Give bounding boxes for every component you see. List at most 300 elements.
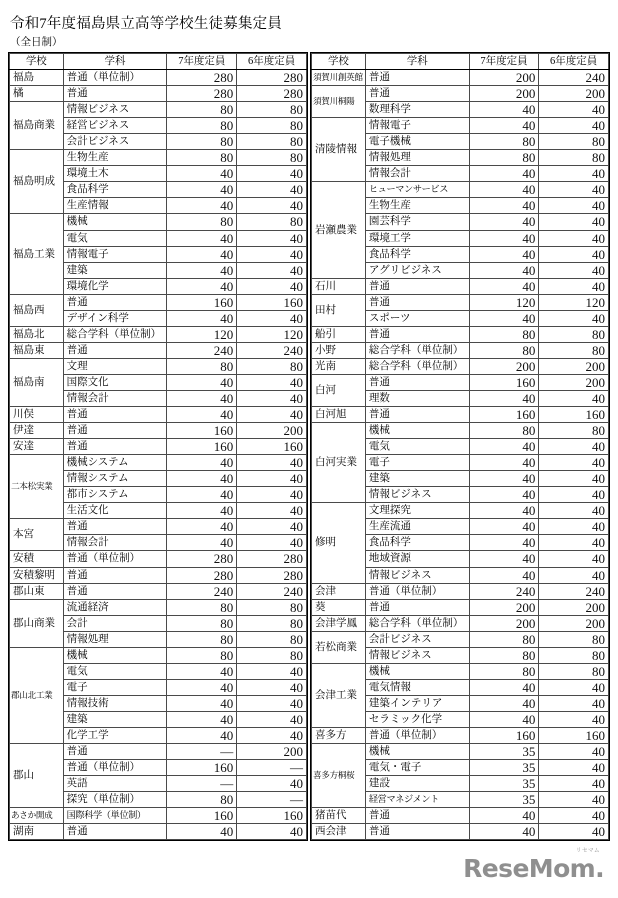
course-name-cell: 情報処理 xyxy=(63,631,167,647)
year6-quota-cell: 80 xyxy=(237,134,307,150)
year7-quota-cell: 40 xyxy=(167,182,237,198)
course-name-cell: 普通 xyxy=(63,407,167,423)
course-name-cell: 情報会計 xyxy=(63,390,167,406)
course-name-cell: 情報会計 xyxy=(365,166,469,182)
year6-quota-cell: 200 xyxy=(539,358,609,374)
year7-quota-cell: 40 xyxy=(469,214,539,230)
year7-quota-cell: 40 xyxy=(167,727,237,743)
year7-quota-cell: 200 xyxy=(469,615,539,631)
table-row xyxy=(10,326,307,342)
year7-quota-cell: 40 xyxy=(469,455,539,471)
year7-quota-cell: 280 xyxy=(167,70,237,86)
year7-quota-cell: 80 xyxy=(167,647,237,663)
year7-quota-cell: 80 xyxy=(469,631,539,647)
year6-quota-cell: 40 xyxy=(539,711,609,727)
course-name-cell: 普通 xyxy=(365,86,469,102)
course-name-cell: 普通 xyxy=(365,808,469,824)
year7-quota-cell: 80 xyxy=(167,599,237,615)
year6-quota-cell: 40 xyxy=(539,214,609,230)
year7-quota-cell: 40 xyxy=(167,455,237,471)
school-name-cell: 喜多方 xyxy=(312,727,366,743)
year7-quota-cell: 240 xyxy=(167,342,237,358)
year7-quota-cell: 240 xyxy=(167,583,237,599)
table-row xyxy=(312,118,609,134)
year6-quota-cell: 80 xyxy=(237,631,307,647)
year6-quota-cell: 40 xyxy=(539,551,609,567)
year6-quota-cell: 120 xyxy=(539,294,609,310)
course-name-cell: ヒューマンサービス xyxy=(365,182,469,198)
year7-quota-cell: 40 xyxy=(469,439,539,455)
year7-quota-cell: 80 xyxy=(167,118,237,134)
year6-quota-cell: 40 xyxy=(237,230,307,246)
year6-quota-cell: 80 xyxy=(237,102,307,118)
school-name-cell: 本宮 xyxy=(10,519,64,551)
year6-quota-cell: 40 xyxy=(237,535,307,551)
course-name-cell: 普通 xyxy=(63,294,167,310)
table-row xyxy=(10,599,307,615)
course-name-cell: 情報技術 xyxy=(63,695,167,711)
year7-quota-cell: 80 xyxy=(469,647,539,663)
course-name-cell: 普通 xyxy=(365,599,469,615)
year6-quota-cell: 40 xyxy=(539,455,609,471)
year6-quota-cell: 240 xyxy=(237,342,307,358)
table-row xyxy=(312,407,609,423)
year7-quota-cell: 40 xyxy=(167,824,237,840)
year7-quota-cell: 40 xyxy=(469,503,539,519)
year7-quota-cell: 35 xyxy=(469,792,539,808)
year7-quota-cell: 40 xyxy=(167,166,237,182)
year6-quota-cell: 280 xyxy=(237,70,307,86)
table-row xyxy=(312,663,609,679)
course-name-cell: 普通 xyxy=(63,342,167,358)
year7-quota-cell: 80 xyxy=(469,134,539,150)
year6-quota-cell: 40 xyxy=(237,310,307,326)
course-name-cell: 普通 xyxy=(365,407,469,423)
school-name-cell: 白河旭 xyxy=(312,407,366,423)
table-row xyxy=(10,519,307,535)
course-name-cell: 機械システム xyxy=(63,455,167,471)
course-name-cell: 国際文化 xyxy=(63,374,167,390)
school-name-cell: 郡山商業 xyxy=(10,599,64,647)
year7-quota-cell: 40 xyxy=(469,262,539,278)
year7-quota-cell: 40 xyxy=(469,824,539,840)
year6-quota-cell: 80 xyxy=(237,647,307,663)
course-name-cell: 環境化学 xyxy=(63,278,167,294)
course-name-cell: 環境土木 xyxy=(63,166,167,182)
year7-quota-cell: 200 xyxy=(469,86,539,102)
year6-quota-cell: 40 xyxy=(237,503,307,519)
school-name-cell: 須賀川創英館 xyxy=(312,70,366,86)
table-row xyxy=(10,583,307,599)
course-name-cell: 建築インテリア xyxy=(365,695,469,711)
year6-quota-cell: 80 xyxy=(539,423,609,439)
course-name-cell: 総合学科（単位制） xyxy=(63,326,167,342)
table-row xyxy=(312,824,609,840)
year6-quota-cell: 40 xyxy=(539,102,609,118)
school-name-cell: 福島商業 xyxy=(10,102,64,150)
school-name-cell: 若松商業 xyxy=(312,631,366,663)
year7-quota-cell: 40 xyxy=(469,390,539,406)
year7-quota-cell: 40 xyxy=(469,519,539,535)
table-row xyxy=(312,727,609,743)
table-row xyxy=(10,647,307,663)
school-name-cell: あさか開成 xyxy=(10,808,64,824)
year7-quota-cell: 40 xyxy=(167,471,237,487)
course-name-cell: 機械 xyxy=(365,663,469,679)
year7-quota-cell: 80 xyxy=(167,214,237,230)
year6-quota-cell: 40 xyxy=(237,246,307,262)
left-table-wrapper xyxy=(8,52,308,841)
year7-quota-cell: 80 xyxy=(167,134,237,150)
year7-quota-cell: 40 xyxy=(167,198,237,214)
course-name-cell: 会計ビジネス xyxy=(63,134,167,150)
year7-quota-cell: 280 xyxy=(167,551,237,567)
course-name-cell: 英語 xyxy=(63,776,167,792)
year7-quota-cell: 40 xyxy=(167,230,237,246)
year7-quota-cell: 35 xyxy=(469,776,539,792)
table-row xyxy=(10,744,307,760)
course-name-cell: 生物生産 xyxy=(63,150,167,166)
year7-quota-cell: 40 xyxy=(469,808,539,824)
year6-quota-cell: 80 xyxy=(539,150,609,166)
table-row xyxy=(312,744,609,760)
table-row xyxy=(312,423,609,439)
table-row xyxy=(312,182,609,198)
school-name-cell: 船引 xyxy=(312,326,366,342)
course-name-cell: 電子機械 xyxy=(365,134,469,150)
table-row xyxy=(10,294,307,310)
year6-quota-cell: 160 xyxy=(539,727,609,743)
year7-quota-cell: 160 xyxy=(469,374,539,390)
table-row xyxy=(312,294,609,310)
year7-quota-cell: 160 xyxy=(167,760,237,776)
course-name-cell: 国際科学（単位制） xyxy=(63,808,167,824)
year6-quota-cell: 40 xyxy=(539,679,609,695)
year6-quota-cell: 80 xyxy=(237,615,307,631)
year7-quota-cell: 40 xyxy=(469,567,539,583)
year7-quota-cell: 160 xyxy=(167,294,237,310)
school-name-cell: 伊達 xyxy=(10,423,64,439)
school-name-cell: 福島南 xyxy=(10,358,64,406)
course-name-cell: 生物生産 xyxy=(365,198,469,214)
course-name-cell: 普通 xyxy=(365,374,469,390)
year7-quota-cell: 40 xyxy=(469,278,539,294)
course-name-cell: 普通 xyxy=(63,519,167,535)
year7-quota-cell: 40 xyxy=(469,230,539,246)
course-name-cell: 機械 xyxy=(63,647,167,663)
year6-quota-cell: 40 xyxy=(237,407,307,423)
school-name-cell: 福島西 xyxy=(10,294,64,326)
school-name-cell: 安達 xyxy=(10,439,64,455)
year6-quota-cell: 40 xyxy=(539,535,609,551)
year6-quota-cell: 160 xyxy=(237,808,307,824)
course-name-cell: 普通 xyxy=(365,824,469,840)
column-header-course: 学科 xyxy=(63,54,167,70)
course-name-cell: 建設 xyxy=(365,776,469,792)
year6-quota-cell: 40 xyxy=(539,166,609,182)
table-row xyxy=(10,407,307,423)
column-header-year7: 7年度定員 xyxy=(469,54,539,70)
course-name-cell: 電子 xyxy=(63,679,167,695)
course-name-cell: 化学工学 xyxy=(63,727,167,743)
year7-quota-cell: — xyxy=(167,776,237,792)
year6-quota-cell: 80 xyxy=(237,150,307,166)
table-row xyxy=(10,551,307,567)
school-name-cell: 福島北 xyxy=(10,326,64,342)
year7-quota-cell: 40 xyxy=(167,374,237,390)
school-name-cell: 岩瀬農業 xyxy=(312,182,366,278)
year7-quota-cell: 80 xyxy=(167,631,237,647)
year6-quota-cell: 40 xyxy=(237,663,307,679)
year7-quota-cell: 80 xyxy=(469,342,539,358)
school-name-cell: 須賀川桐陽 xyxy=(312,86,366,118)
school-name-cell: 安積黎明 xyxy=(10,567,64,583)
year6-quota-cell: 40 xyxy=(539,198,609,214)
year6-quota-cell: 40 xyxy=(539,808,609,824)
year7-quota-cell: 40 xyxy=(469,551,539,567)
course-name-cell: 地域資源 xyxy=(365,551,469,567)
year6-quota-cell: 40 xyxy=(237,390,307,406)
table-row xyxy=(10,824,307,840)
course-name-cell: 普通（単位制） xyxy=(63,70,167,86)
school-name-cell: 清陵情報 xyxy=(312,118,366,182)
year7-quota-cell: 40 xyxy=(469,487,539,503)
course-name-cell: 普通 xyxy=(63,439,167,455)
year7-quota-cell: 40 xyxy=(167,390,237,406)
year6-quota-cell: 160 xyxy=(237,439,307,455)
course-name-cell: 建築 xyxy=(63,262,167,278)
year6-quota-cell: 160 xyxy=(237,294,307,310)
year6-quota-cell: 80 xyxy=(539,663,609,679)
page-title: 令和7年度福島県立高等学校生徒募集定員 xyxy=(10,16,283,32)
course-name-cell: 理数 xyxy=(365,390,469,406)
year6-quota-cell: 80 xyxy=(539,326,609,342)
year6-quota-cell: 200 xyxy=(539,374,609,390)
school-name-cell: 湖南 xyxy=(10,824,64,840)
year6-quota-cell: 40 xyxy=(539,182,609,198)
table-row xyxy=(312,615,609,631)
year7-quota-cell: 40 xyxy=(167,503,237,519)
course-name-cell: 文理 xyxy=(63,358,167,374)
course-name-cell: 経営マネジメント xyxy=(365,792,469,808)
course-name-cell: 電気 xyxy=(365,439,469,455)
year6-quota-cell: 40 xyxy=(539,760,609,776)
year7-quota-cell: 35 xyxy=(469,744,539,760)
year6-quota-cell: 80 xyxy=(539,631,609,647)
school-name-cell: 白河実業 xyxy=(312,423,366,503)
header-row xyxy=(10,54,307,70)
course-name-cell: 都市システム xyxy=(63,487,167,503)
year6-quota-cell: 80 xyxy=(237,118,307,134)
year7-quota-cell: 80 xyxy=(167,615,237,631)
course-name-cell: 普通 xyxy=(63,744,167,760)
course-name-cell: 情報システム xyxy=(63,471,167,487)
year7-quota-cell: 40 xyxy=(469,695,539,711)
school-name-cell: 喜多方桐桜 xyxy=(312,744,366,808)
course-name-cell: 普通（単位制） xyxy=(365,727,469,743)
year7-quota-cell: 40 xyxy=(469,246,539,262)
year7-quota-cell: 80 xyxy=(167,150,237,166)
table-row xyxy=(312,70,609,86)
year6-quota-cell: 80 xyxy=(539,134,609,150)
year6-quota-cell: 40 xyxy=(237,471,307,487)
year6-quota-cell: 40 xyxy=(539,519,609,535)
table-row xyxy=(312,583,609,599)
year7-quota-cell: 160 xyxy=(167,423,237,439)
school-name-cell: 会津工業 xyxy=(312,663,366,727)
year6-quota-cell: 40 xyxy=(539,744,609,760)
table-row xyxy=(312,374,609,390)
year6-quota-cell: 40 xyxy=(237,374,307,390)
year7-quota-cell: — xyxy=(167,744,237,760)
course-name-cell: 経営ビジネス xyxy=(63,118,167,134)
year7-quota-cell: 80 xyxy=(167,792,237,808)
year6-quota-cell: 200 xyxy=(539,86,609,102)
year6-quota-cell: 40 xyxy=(539,390,609,406)
course-name-cell: 普通 xyxy=(63,583,167,599)
year6-quota-cell: — xyxy=(237,792,307,808)
year6-quota-cell: 40 xyxy=(539,792,609,808)
course-name-cell: 情報ビジネス xyxy=(365,567,469,583)
resemom-logo xyxy=(463,848,604,883)
year6-quota-cell: 40 xyxy=(539,567,609,583)
year7-quota-cell: 40 xyxy=(469,118,539,134)
column-header-year6: 6年度定員 xyxy=(237,54,307,70)
year6-quota-cell: 40 xyxy=(539,439,609,455)
right-table-wrapper xyxy=(310,52,610,841)
year7-quota-cell: 80 xyxy=(469,150,539,166)
school-name-cell: 会津 xyxy=(312,583,366,599)
year7-quota-cell: 40 xyxy=(469,711,539,727)
table-row xyxy=(10,808,307,824)
year6-quota-cell: 240 xyxy=(237,583,307,599)
year6-quota-cell: 200 xyxy=(539,599,609,615)
school-name-cell: 葵 xyxy=(312,599,366,615)
year6-quota-cell: 40 xyxy=(539,776,609,792)
year7-quota-cell: 80 xyxy=(469,663,539,679)
year7-quota-cell: 80 xyxy=(469,326,539,342)
year7-quota-cell: 160 xyxy=(469,727,539,743)
year7-quota-cell: 160 xyxy=(167,808,237,824)
year6-quota-cell: 40 xyxy=(237,776,307,792)
table-row xyxy=(312,503,609,519)
right-table-header xyxy=(312,54,609,70)
year7-quota-cell: 80 xyxy=(167,102,237,118)
year7-quota-cell: 120 xyxy=(167,326,237,342)
course-name-cell: 会計ビジネス xyxy=(365,631,469,647)
course-name-cell: 普通 xyxy=(365,70,469,86)
year7-quota-cell: 40 xyxy=(167,663,237,679)
course-name-cell: 電気情報 xyxy=(365,679,469,695)
course-name-cell: 食品科学 xyxy=(365,535,469,551)
year6-quota-cell: 40 xyxy=(539,262,609,278)
year7-quota-cell: 120 xyxy=(469,294,539,310)
year7-quota-cell: 80 xyxy=(469,423,539,439)
year7-quota-cell: 240 xyxy=(469,583,539,599)
year7-quota-cell: 40 xyxy=(469,471,539,487)
year6-quota-cell: 40 xyxy=(237,519,307,535)
school-name-cell: 修明 xyxy=(312,503,366,583)
course-name-cell: 総合学科（単位制） xyxy=(365,358,469,374)
table-row xyxy=(312,278,609,294)
logo-text: ReseMom. xyxy=(463,854,604,883)
school-name-cell: 福島東 xyxy=(10,342,64,358)
column-header-year7: 7年度定員 xyxy=(167,54,237,70)
left-table-header xyxy=(10,54,307,70)
course-name-cell: スポーツ xyxy=(365,310,469,326)
year6-quota-cell: 40 xyxy=(237,278,307,294)
right-table-body xyxy=(312,70,609,840)
table-row xyxy=(10,455,307,471)
course-name-cell: 情報ビジネス xyxy=(365,647,469,663)
table-row xyxy=(10,150,307,166)
year6-quota-cell: 200 xyxy=(237,744,307,760)
table-row xyxy=(10,439,307,455)
course-name-cell: 普通 xyxy=(365,278,469,294)
year7-quota-cell: 40 xyxy=(469,535,539,551)
course-name-cell: 普通 xyxy=(63,86,167,102)
year6-quota-cell: 240 xyxy=(539,70,609,86)
year7-quota-cell: 40 xyxy=(167,695,237,711)
year7-quota-cell: 200 xyxy=(469,358,539,374)
course-name-cell: 電気・電子 xyxy=(365,760,469,776)
year7-quota-cell: 40 xyxy=(167,278,237,294)
course-name-cell: デザイン科学 xyxy=(63,310,167,326)
year6-quota-cell: 80 xyxy=(237,358,307,374)
year7-quota-cell: 40 xyxy=(469,310,539,326)
logo-wordmark xyxy=(463,848,604,883)
year7-quota-cell: 40 xyxy=(167,535,237,551)
table-row xyxy=(10,342,307,358)
year6-quota-cell: 40 xyxy=(237,824,307,840)
school-name-cell: 二本松実業 xyxy=(10,455,64,519)
year7-quota-cell: 280 xyxy=(167,86,237,102)
year7-quota-cell: 40 xyxy=(167,246,237,262)
course-name-cell: 生産情報 xyxy=(63,198,167,214)
course-name-cell: 流通経済 xyxy=(63,599,167,615)
year7-quota-cell: 200 xyxy=(469,70,539,86)
course-name-cell: 電気 xyxy=(63,230,167,246)
course-name-cell: 普通（単位制） xyxy=(63,760,167,776)
year6-quota-cell: 280 xyxy=(237,567,307,583)
school-name-cell: 会津学鳳 xyxy=(312,615,366,631)
table-row xyxy=(312,358,609,374)
year7-quota-cell: 40 xyxy=(469,679,539,695)
year6-quota-cell: 280 xyxy=(237,86,307,102)
year6-quota-cell: 40 xyxy=(237,455,307,471)
year6-quota-cell: 280 xyxy=(237,551,307,567)
course-name-cell: 情報会計 xyxy=(63,535,167,551)
year6-quota-cell: 200 xyxy=(237,423,307,439)
course-name-cell: 普通 xyxy=(365,326,469,342)
column-header-course: 学科 xyxy=(365,54,469,70)
year7-quota-cell: 200 xyxy=(469,599,539,615)
table-row xyxy=(312,631,609,647)
course-name-cell: 情報電子 xyxy=(63,246,167,262)
school-name-cell: 猪苗代 xyxy=(312,808,366,824)
year7-quota-cell: 40 xyxy=(167,310,237,326)
left-table-body xyxy=(10,70,307,840)
course-name-cell: 食品科学 xyxy=(365,246,469,262)
year6-quota-cell: 40 xyxy=(237,166,307,182)
course-name-cell: 情報ビジネス xyxy=(365,487,469,503)
school-name-cell: 郡山 xyxy=(10,744,64,808)
year6-quota-cell: 240 xyxy=(539,583,609,599)
school-name-cell: 田村 xyxy=(312,294,366,326)
school-name-cell: 福島明成 xyxy=(10,150,64,214)
year7-quota-cell: 40 xyxy=(469,102,539,118)
header-row xyxy=(312,54,609,70)
